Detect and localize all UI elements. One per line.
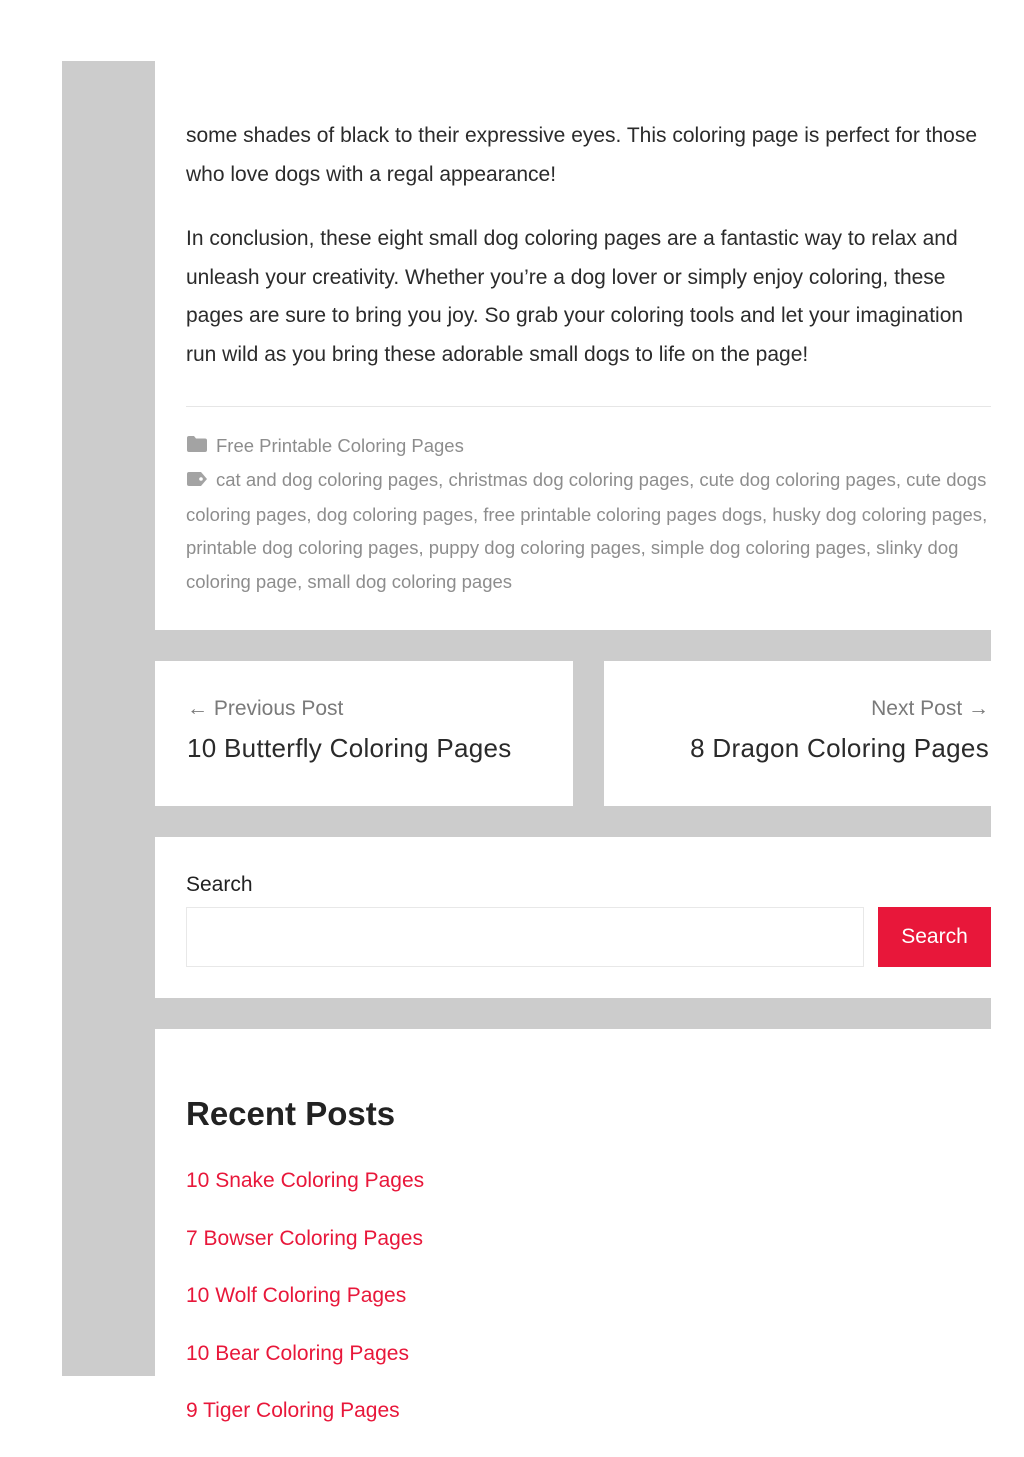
tag-link[interactable]: puppy dog coloring pages	[428, 537, 641, 559]
tag-link[interactable]: cute dog coloring pages	[699, 469, 896, 490]
post-tags	[186, 463, 991, 598]
search-heading: Search	[186, 873, 253, 896]
tag-link[interactable]: printable dog coloring pages	[186, 537, 419, 559]
article-paragraph: In conclusion, these eight small dog coloring pages are a fantastic way to relax and unleash your creativity. Whether you’re a dog lover or simply enjoy coloring, these pages are sure to bring you joy. So grab your coloring tools and let your imagination run wild as you bring these adorable small dogs to life on the page!	[186, 227, 964, 367]
recent-post-link[interactable]: 10 Bear Coloring Pages	[186, 1341, 409, 1365]
recent-posts-heading: Recent Posts	[186, 1095, 396, 1132]
tag-link[interactable]: dog coloring pages	[316, 503, 473, 525]
search-button[interactable]: Search	[878, 907, 991, 967]
tag-list: cat and dog coloring pages, christmas dog coloring pages, cute dog coloring pages, cute dogs coloring pages, dog coloring pages, free printable coloring pages dogs, husky dog coloring pages, printable dog coloring pages, puppy dog coloring pages, simple dog coloring pages, slinky dog coloring page, small dog coloring pages	[186, 469, 988, 592]
recent-post-link[interactable]: 7 Bowser Coloring Pages	[186, 1226, 423, 1250]
tag-link[interactable]: slinky dog coloring page	[186, 537, 959, 592]
tag-link[interactable]: husky dog coloring pages	[772, 503, 983, 525]
list-item	[186, 1169, 424, 1227]
next-post-title[interactable]: 8 Dragon Coloring Pages	[690, 733, 989, 763]
next-post-card[interactable]	[604, 661, 1022, 806]
tag-link[interactable]: free printable coloring pages dogs	[483, 503, 762, 525]
search-input[interactable]	[186, 907, 864, 967]
search-widget	[155, 837, 1022, 998]
previous-post-title[interactable]: 10 Butterfly Coloring Pages	[187, 733, 512, 763]
article-paragraph: some shades of black to their expressive eyes. This coloring page is perfect for those who love dogs with a regal appearance!	[186, 124, 978, 186]
divider	[186, 406, 991, 407]
tag-link[interactable]: simple dog coloring pages	[650, 537, 866, 559]
list-item	[186, 1399, 424, 1457]
post-categories	[186, 429, 991, 464]
category-link[interactable]: Free Printable Coloring Pages	[216, 435, 464, 456]
recent-post-link[interactable]: 10 Snake Coloring Pages	[186, 1169, 425, 1192]
recent-post-link[interactable]: 9 Tiger Coloring Pages	[186, 1399, 400, 1422]
list-item	[186, 1342, 424, 1400]
list-item	[186, 1227, 424, 1285]
article-card	[155, 61, 1022, 630]
tag-link[interactable]: small dog coloring pages	[307, 570, 513, 592]
folder-icon	[186, 430, 208, 464]
tag-link[interactable]: cute dogs coloring pages	[186, 469, 987, 525]
tag-link[interactable]: christmas dog coloring pages	[448, 469, 690, 490]
list-item	[186, 1284, 424, 1342]
previous-post-label[interactable]: ← Previous Post	[187, 697, 344, 720]
tag-icon	[186, 464, 208, 498]
page-frame	[62, 61, 991, 1422]
tag-link[interactable]: cat and dog coloring pages	[216, 469, 439, 490]
recent-posts-list	[186, 1169, 424, 1457]
recent-post-link[interactable]: 10 Wolf Coloring Pages	[186, 1284, 407, 1307]
recent-posts-widget	[155, 1029, 1022, 1449]
next-post-label[interactable]: Next Post →	[871, 697, 989, 720]
previous-post-card[interactable]	[155, 661, 573, 806]
